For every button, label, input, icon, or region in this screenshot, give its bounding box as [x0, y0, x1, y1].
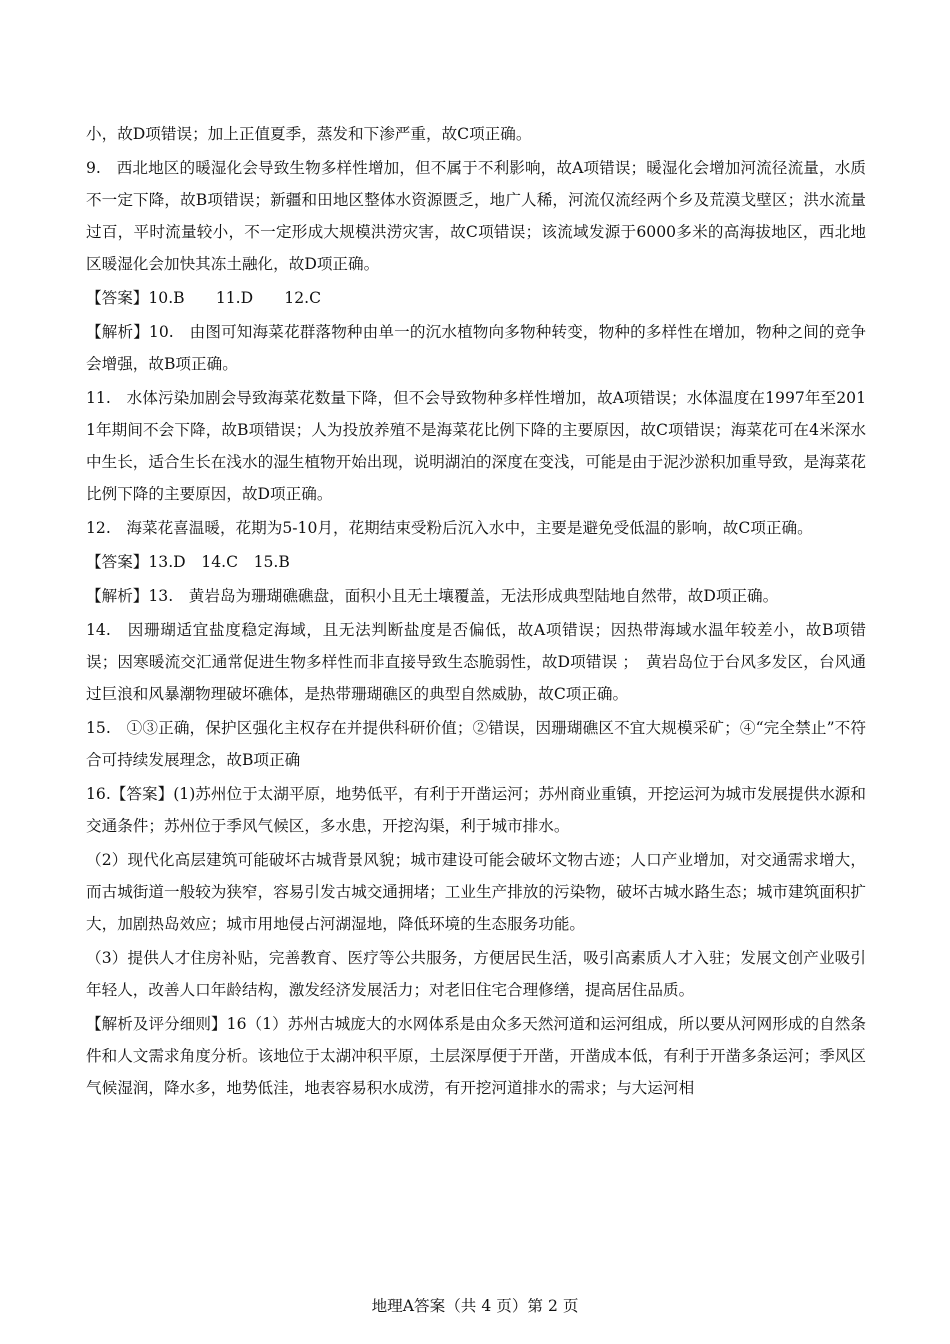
page-footer: 地理A答案（共 4 页）第 2 页	[371, 1297, 579, 1315]
analysis-q16-scoring: 【解析及评分细则】16（1）苏州古城庞大的水网体系是由众多天然河道和运河组成，所以要从河网形成的自然条件和人文需求角度分析。该地位于太湖冲积平原，土层深厚便于开凿，开凿成本低，有利于开凿多条运河；季风区气候湿润，降水多，地势低洼，地表容易积水成涝，有开挖河道排水的需求；与大运河相	[86, 1015, 866, 1097]
analysis-q11: 11. 水体污染加剧会导致海菜花数量下降，但不会导致物种多样性增加，故A项错误；水体温度在1997年至2011年期间不会下降，故B项错误；人为投放养殖不是海菜花比例下降的主要原因，故C项错误；海菜花可在4米深水中生长，适合生长在浅水的湿生植物开始出现，说明湖泊的深度在变浅，可能是由于泥沙淤积加重导致，是海菜花比例下降的主要原因，故D项正确。	[86, 389, 866, 503]
analysis-q15: 15. ①③正确，保护区强化主权存在并提供科研价值；②错误，因珊瑚礁区不宜大规模采矿；④“完全禁止”不符合可持续发展理念，故B项正确	[86, 719, 866, 769]
answer-q16-part1: 16.【答案】(1)苏州位于太湖平原，地势低平，有利于开凿运河；苏州商业重镇，开挖运河为城市发展提供水源和交通条件；苏州位于季风气候区，多水患，开挖沟渠，利于城市排水。	[86, 785, 866, 835]
answer-q16-part2: （2）现代化高层建筑可能破坏古城背景风貌；城市建设可能会破坏文物古迹；人口产业增加，对交通需求增大，而古城街道一般较为狭窄，容易引发古城交通拥堵；工业生产排放的污染物，破坏古城水路生态；城市建筑面积扩大，加剧热岛效应；城市用地侵占河湖湿地，降低环境的生态服务功能。	[86, 851, 866, 933]
answer-key-10-12: 【答案】10.B 11.D 12.C	[86, 289, 322, 307]
answer-q16-part3: （3）提供人才住房补贴，完善教育、医疗等公共服务，方便居民生活，吸引高素质人才入驻；发展文创产业吸引年轻人，改善人口年龄结构，激发经济发展活力；对老旧住宅合理修缮，提高居住品质。	[86, 949, 866, 999]
analysis-q14: 14. 因珊瑚适宜盐度稳定海域，且无法判断盐度是否偏低，故A项错误；因热带海域水温年较差小，故B项错误；因寒暖流交汇通常促进生物多样性而非直接导致生态脆弱性，故D项错误 ； 黄岩岛位于台风多发区，台风通过巨浪和风暴潮物理破坏礁体，是热带珊瑚礁区的典型自然威胁，故C项正确。	[86, 621, 866, 703]
answer-key-13-15: 【答案】13.D 14.C 15.B	[86, 553, 290, 571]
analysis-q12: 12. 海菜花喜温暖，花期为5-10月，花期结束受粉后沉入水中，主要是避免受低温的影响，故C项正确。	[86, 519, 813, 537]
analysis-q10: 【解析】10. 由图可知海菜花群落物种由单一的沉水植物向多物种转变，物种的多样性在增加，物种之间的竞争会增强，故B项正确。	[86, 323, 866, 373]
paragraph-q8-end: 小，故D项错误；加上正值夏季，蒸发和下渗严重，故C项正确。	[86, 125, 532, 143]
analysis-q13: 【解析】13. 黄岩岛为珊瑚礁礁盘，面积小且无土壤覆盖，无法形成典型陆地自然带，故D项正确。	[86, 587, 779, 605]
answer-text-body	[86, 118, 866, 1104]
paragraph-q9: 9. 西北地区的暖湿化会导致生物多样性增加，但不属于不利影响，故A项错误；暖湿化会增加河流径流量，水质不一定下降，故B项错误；新疆和田地区整体水资源匮乏，地广人稀，河流仅流经两个乡及荒漠戈壁区；洪水流量过百，平时流量较小，不一定形成大规模洪涝灾害，故C项错误；该流域发源于6000多米的高海拔地区，西北地区暖湿化会加快其冻土融化，故D项正确。	[86, 159, 866, 273]
